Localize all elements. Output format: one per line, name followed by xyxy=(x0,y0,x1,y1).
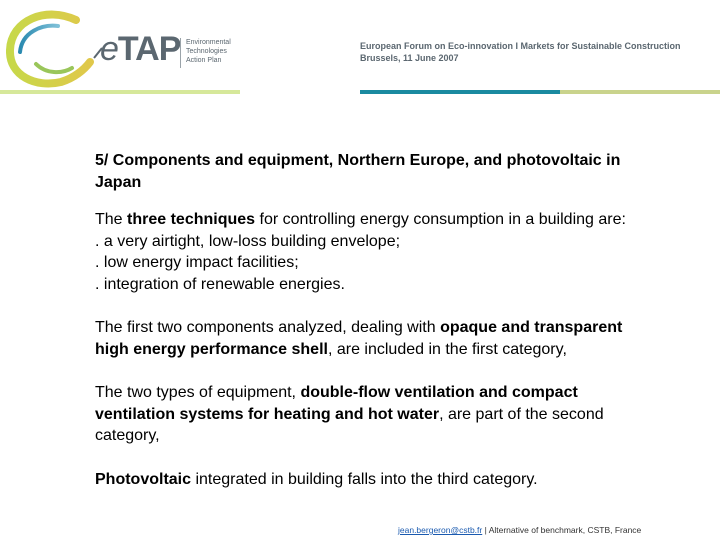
logo-divider xyxy=(180,38,181,68)
event-date: Brussels, 11 June 2007 xyxy=(360,53,459,63)
slide-content xyxy=(95,150,655,512)
list-item: . a very airtight, low-loss building envelope; xyxy=(95,232,401,250)
list-item: . low energy impact facilities; xyxy=(95,254,299,271)
logo-subtitle: Environmental Technologies Action Plan xyxy=(186,39,231,64)
paragraph-equipment: The two types of equipment, double-flow ventilation and compact ventilation systems for heating and hot water, are part of the second category, xyxy=(95,384,604,444)
header-bar-segment xyxy=(240,90,360,94)
event-info xyxy=(360,40,681,64)
paragraph-photovoltaic: Photovoltaic integrated in building falls into the third category. xyxy=(95,470,538,488)
header-bar-segment xyxy=(360,90,560,94)
header-bar-segment xyxy=(560,90,720,94)
header xyxy=(0,0,720,92)
footer-email-link[interactable]: jean.bergeron@cstb.fr xyxy=(398,525,483,535)
paragraph-techniques: The three techniques for controlling energy consumption in a building are: . a very airtight, low-loss building envelope; . low energy impact facilities; . integration of renewable energies. xyxy=(95,209,655,295)
etap-logo-text: eTAP xyxy=(100,30,181,68)
header-bar-segment xyxy=(0,90,240,94)
list-item: . integration of renewable energies. xyxy=(95,275,345,293)
footer-text: | Alternative of benchmark, CSTB, France xyxy=(482,525,642,535)
footer xyxy=(398,525,641,535)
paragraph-components: The first two components analyzed, dealing with opaque and transparent high energy performance shell, are included in the first category, xyxy=(95,319,623,358)
event-title: European Forum on Eco-innovation I Markets for Sustainable Construction xyxy=(360,41,681,51)
slide-heading: 5/ Components and equipment, Northern Europe, and photovoltaic in Japan xyxy=(95,152,621,191)
